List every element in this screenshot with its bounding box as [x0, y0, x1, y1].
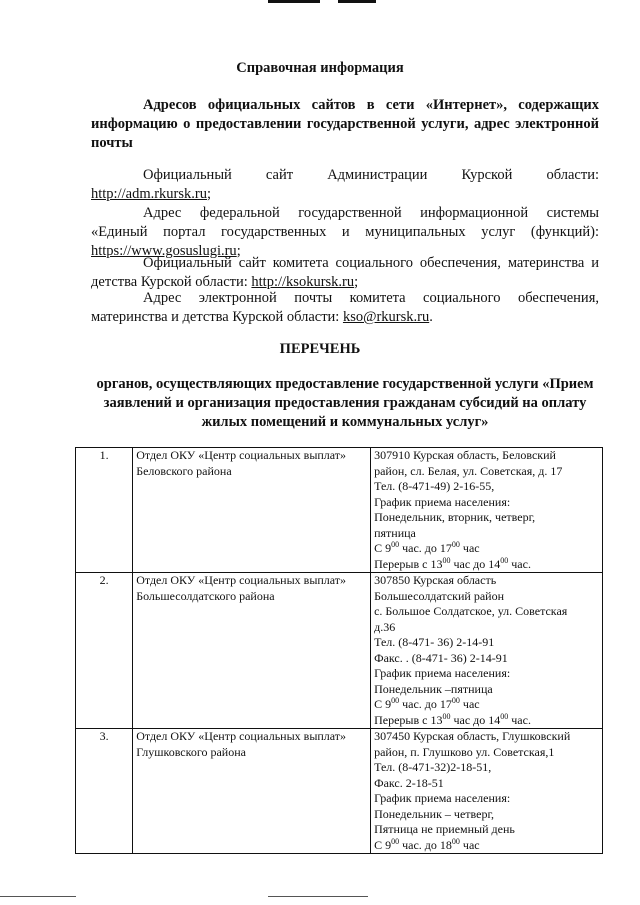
table-row — [76, 448, 603, 573]
work-hours: С $9^{00}$ час. до $17^{00}$ час — [374, 540, 480, 555]
contact-line: Факс. 2-18-51 — [374, 775, 444, 790]
row-number: 1. — [76, 448, 133, 573]
table-row — [76, 729, 603, 854]
org-contacts — [371, 573, 603, 729]
paragraph-punct: ; — [207, 186, 212, 202]
contact-line: Тел. (8-471-32)2-18-51, — [374, 760, 492, 774]
org-name: Отдел ОКУ «Центр социальных выплат» Глушковского района — [133, 729, 371, 854]
header-mark-right — [338, 0, 376, 3]
contact-line: пятница — [374, 525, 416, 540]
contact-line: Понедельник, вторник, четверг, — [374, 510, 536, 524]
break-hours: Перерыв с $13^{00}$ час до $14^{00}$ час. — [374, 555, 531, 571]
contact-line: График приема населения: — [374, 494, 511, 509]
contact-line: Понедельник – четверг, — [374, 806, 495, 821]
org-contacts — [371, 729, 603, 854]
organizations-table — [75, 447, 603, 854]
list-subtitle: органов, осуществляющих предоставление государственной услуги «Прием заявлений и организация предоставления гражданам субсидий на оплату жилых помещений и коммунальных услуг» — [96, 376, 594, 430]
paragraph-text: Официальный сайт комитета социального обеспечения, материнства и детства Курской области: — [91, 255, 599, 290]
contact-line: Факс. . (8-471- 36) 2-14-91 — [374, 650, 508, 665]
gosuslugi-link[interactable]: https://www.gosuslugi.ru — [91, 243, 237, 259]
list-title: ПЕРЕЧЕНЬ — [279, 341, 361, 357]
paragraph-punct: ; — [236, 243, 241, 259]
paragraph-punct: ; — [354, 274, 359, 290]
contact-line: с. Большое Солдатское, ул. Советская — [374, 604, 568, 618]
paragraph-text: Официальный сайт Администрации Курской области: — [143, 167, 599, 183]
header-mark-left — [268, 0, 320, 3]
contact-line: 307910 Курская область, Беловский — [374, 448, 556, 462]
row-number: 3. — [76, 729, 133, 854]
contact-line: район, сл. Белая, ул. Советская, д. 17 — [374, 463, 563, 478]
contact-line: Тел. (8-471-49) 2-16-55, — [374, 479, 495, 493]
admin-site-link[interactable]: http://adm.rkursk.ru — [91, 186, 207, 202]
contact-line: График приема населения: — [374, 666, 511, 680]
paragraph-admin-site — [91, 166, 599, 204]
org-name: Отдел ОКУ «Центр социальных выплат» Беловского района — [133, 448, 371, 573]
break-hours: Перерыв с $13^{00}$ час до $14^{00}$ час. — [374, 711, 531, 727]
contact-line: район, п. Глушково ул. Советская,1 — [374, 744, 555, 759]
paragraph-text: Адрес федеральной государственной информационной системы «Единый портал государственных и муниципальных услуг (функций): — [91, 205, 599, 240]
intro-text: Адресов официальных сайтов в сети «Интернет», содержащих информацию о предоставлении государственной услуги, адрес электронной почты — [91, 97, 599, 151]
paragraph-punct: . — [429, 309, 433, 325]
row-number: 2. — [76, 573, 133, 729]
work-hours: С $9^{00}$ час. до $17^{00}$ час — [374, 696, 480, 711]
footer-line-center — [268, 896, 368, 897]
paragraph-gosuslugi — [91, 204, 599, 261]
contact-line: Большесолдатский район — [374, 588, 504, 603]
intro-heading — [91, 96, 599, 153]
contact-line: 307850 Курская область — [374, 573, 497, 587]
contact-line: График приема населения: — [374, 791, 511, 805]
paragraph-text: Адрес электронной почты комитета социального обеспечения, материнства и детства Курской области: — [91, 290, 599, 325]
contact-line: Понедельник –пятница — [374, 681, 493, 696]
document-title: Справочная информация — [236, 60, 404, 76]
work-hours: С $9^{00}$ час. до $18^{00}$ час — [374, 836, 480, 852]
header-marks — [0, 0, 640, 10]
org-name: Отдел ОКУ «Центр социальных выплат» Большесолдатского района — [133, 573, 371, 729]
kso-email-link[interactable]: kso@rkursk.ru — [342, 309, 430, 325]
contact-line: Пятница не приемный день — [374, 822, 515, 836]
table-row — [76, 573, 603, 729]
contact-line: д.36 — [374, 619, 396, 634]
paragraph-kso-email — [91, 289, 599, 327]
org-contacts — [371, 448, 603, 573]
footer-line-left — [0, 896, 76, 897]
contact-line: Тел. (8-471- 36) 2-14-91 — [374, 635, 495, 649]
kso-site-link[interactable]: http://ksokursk.ru — [251, 274, 355, 290]
paragraph-kso-site — [91, 254, 599, 292]
contact-line: 307450 Курская область, Глушковский — [374, 729, 571, 743]
